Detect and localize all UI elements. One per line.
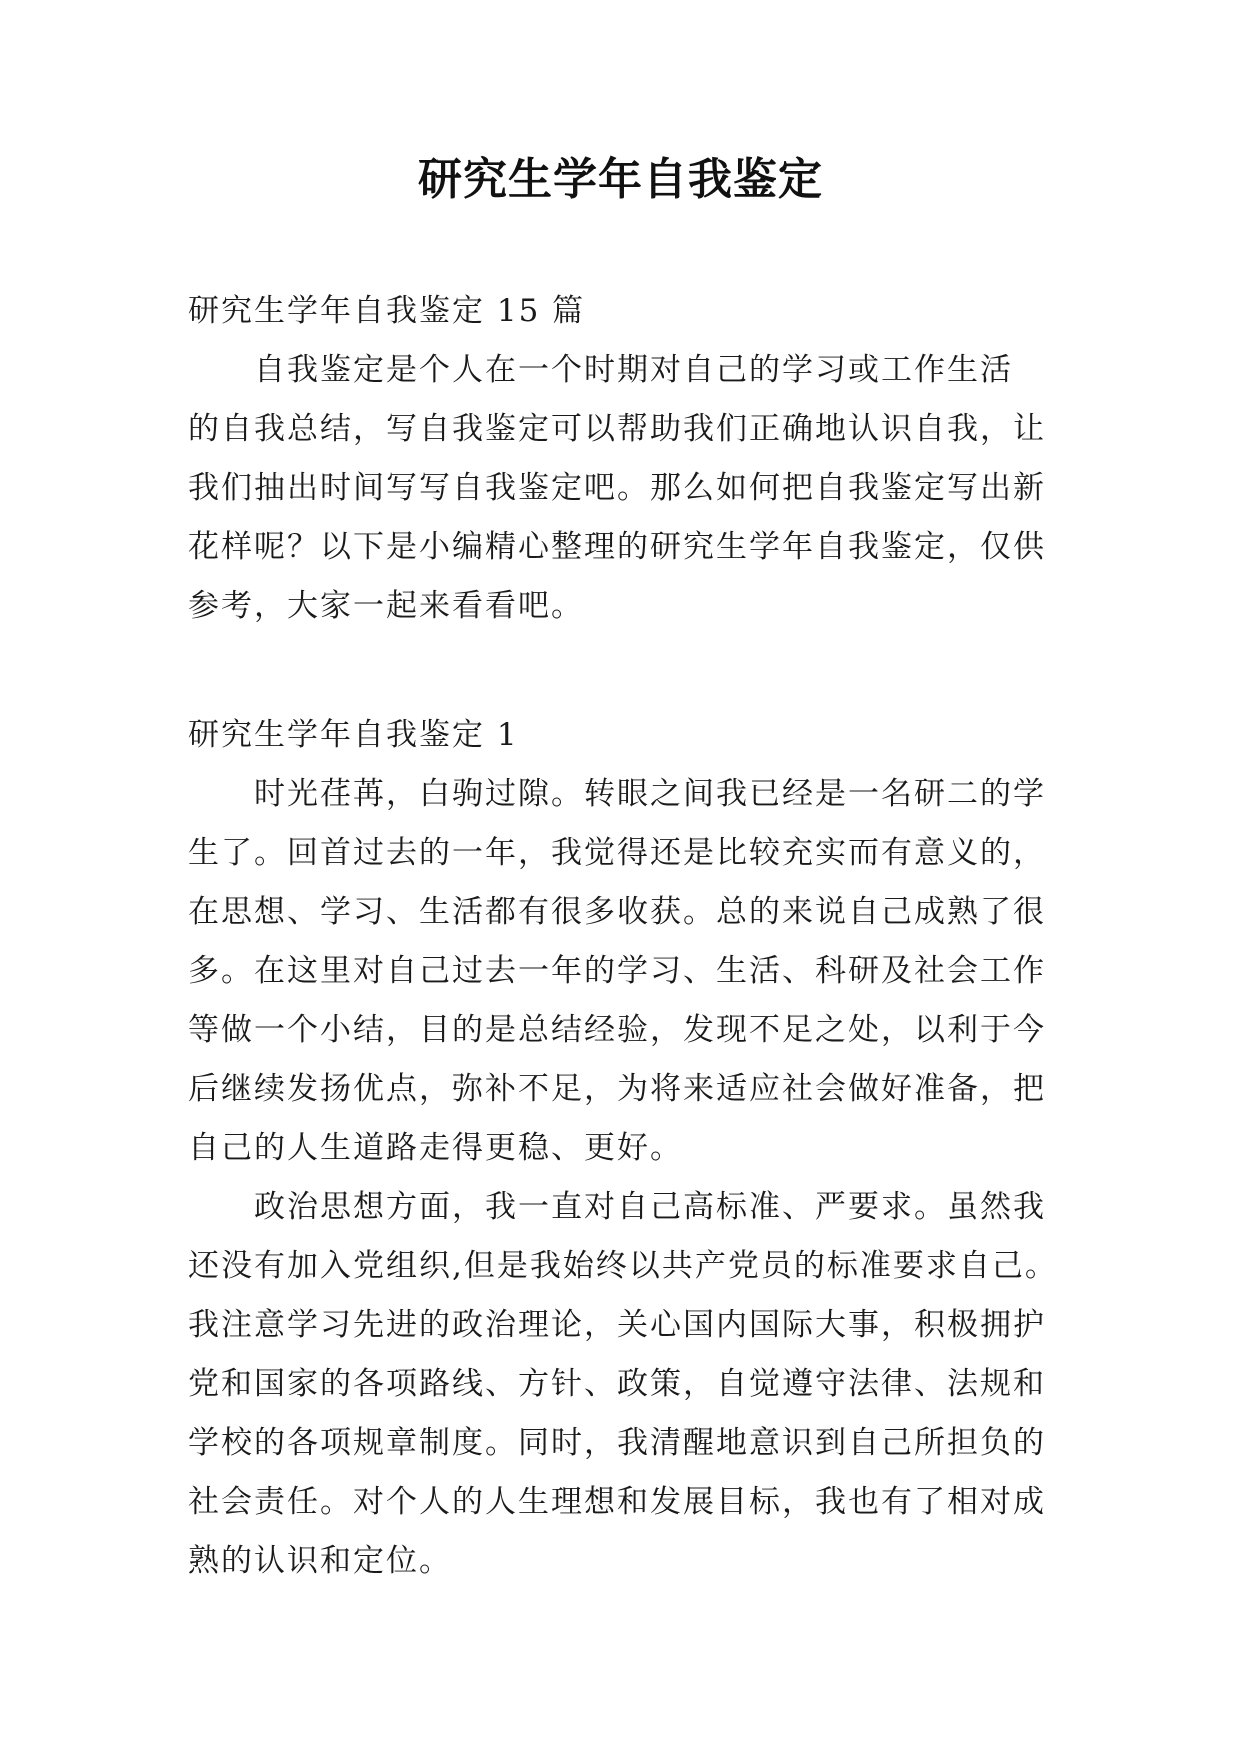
text-line: 还没有加入党组织,但是我始终以共产党员的标准要求自己。 <box>188 1248 1058 1284</box>
text-line: 参考，大家一起来看看吧。 <box>188 588 584 624</box>
text-line: 我注意学习先进的政治理论，关心国内国际大事，积极拥护 <box>188 1307 1046 1343</box>
section-spacer <box>188 636 1054 706</box>
intro-heading: 研究生学年自我鉴定 15 篇 <box>188 293 586 329</box>
text-line: 生了。回首过去的一年，我觉得还是比较充实而有意义的， <box>188 835 1046 871</box>
text-line: 政治思想方面，我一直对自己高标准、严要求。虽然我 <box>188 1189 1046 1225</box>
text-line: 学校的各项规章制度。同时，我清醒地意识到自己所担负的 <box>188 1425 1046 1461</box>
text-line: 我们抽出时间写写自我鉴定吧。那么如何把自我鉴定写出新 <box>188 470 1046 506</box>
paragraph-2 <box>188 1178 1058 1591</box>
text-line: 在思想、学习、生活都有很多收获。总的来说自己成熟了很 <box>188 894 1046 930</box>
intro-paragraph <box>188 341 1054 636</box>
section-heading: 研究生学年自我鉴定 1 <box>188 717 519 753</box>
text-line: 的自我总结，写自我鉴定可以帮助我们正确地认识自我，让 <box>188 411 1046 447</box>
text-line: 多。在这里对自己过去一年的学习、生活、科研及社会工作 <box>188 953 1046 989</box>
paragraph-1 <box>188 765 1054 1178</box>
text-line: 自己的人生道路走得更稳、更好。 <box>188 1130 683 1166</box>
text-line: 社会责任。对个人的人生理想和发展目标，我也有了相对成 <box>188 1484 1046 1520</box>
document-title: 研究生学年自我鉴定 <box>418 154 823 205</box>
text-line: 等做一个小结，目的是总结经验，发现不足之处，以利于今 <box>188 1012 1046 1048</box>
text-line: 时光荏苒，白驹过隙。转眼之间我已经是一名研二的学 <box>188 776 1046 812</box>
document-body <box>188 282 1058 1591</box>
text-line: 花样呢？以下是小编精心整理的研究生学年自我鉴定，仅供 <box>188 529 1046 565</box>
text-line: 自我鉴定是个人在一个时期对自己的学习或工作生活 <box>188 352 1013 388</box>
text-line: 党和国家的各项路线、方针、政策，自觉遵守法律、法规和 <box>188 1366 1046 1402</box>
text-line: 后继续发扬优点，弥补不足，为将来适应社会做好准备，把 <box>188 1071 1046 1107</box>
text-line: 熟的认识和定位。 <box>188 1543 452 1579</box>
